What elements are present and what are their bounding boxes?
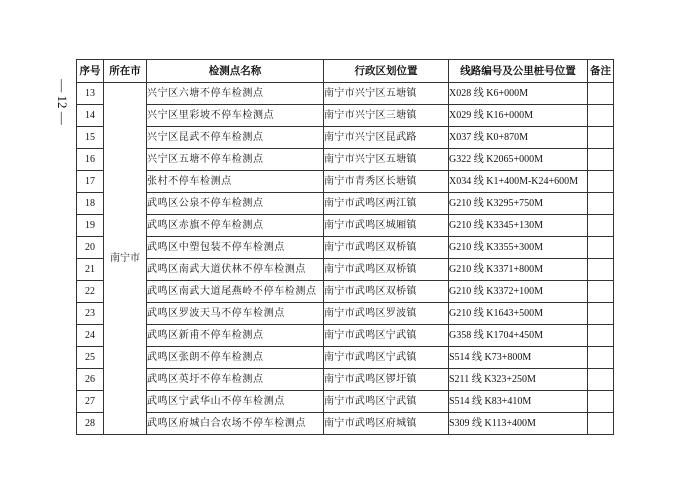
row-seq-cell: 21 <box>77 259 104 281</box>
row-route-cell: G210 线 K3355+300M <box>449 237 588 259</box>
row-note-cell <box>588 369 614 391</box>
row-route-cell: S514 线 K83+410M <box>449 391 588 413</box>
table-body <box>77 83 614 435</box>
row-admin-cell: 南宁市武鸣区宁武镇 <box>324 325 449 347</box>
row-name-cell: 兴宁区昆武不停车检测点 <box>147 127 324 149</box>
row-route-cell: G358 线 K1704+450M <box>449 325 588 347</box>
row-note-cell <box>588 303 614 325</box>
row-admin-cell: 南宁市武鸣区双桥镇 <box>324 281 449 303</box>
table-row <box>77 259 614 281</box>
row-route-cell: G210 线 K1643+500M <box>449 303 588 325</box>
table-row <box>77 281 614 303</box>
row-admin-cell: 南宁市兴宁区五塘镇 <box>324 83 449 105</box>
row-name-cell: 武鸣区中塑包装不停车检测点 <box>147 237 324 259</box>
page-number <box>52 62 72 142</box>
row-route-cell: X028 线 K6+000M <box>449 83 588 105</box>
row-seq-cell: 24 <box>77 325 104 347</box>
row-note-cell <box>588 259 614 281</box>
header-route: 线路编号及公里桩号位置 <box>449 60 588 83</box>
row-note-cell <box>588 127 614 149</box>
row-admin-cell: 南宁市武鸣区罗波镇 <box>324 303 449 325</box>
table-row <box>77 105 614 127</box>
row-route-cell: X029 线 K16+000M <box>449 105 588 127</box>
table-row <box>77 149 614 171</box>
row-route-cell: G322 线 K2065+000M <box>449 149 588 171</box>
row-note-cell <box>588 193 614 215</box>
row-route-cell: G210 线 K3295+750M <box>449 193 588 215</box>
row-note-cell <box>588 281 614 303</box>
row-admin-cell: 南宁市兴宁区昆武路 <box>324 127 449 149</box>
row-name-cell: 武鸣区英圩不停车检测点 <box>147 369 324 391</box>
row-route-cell: G210 线 K3345+130M <box>449 215 588 237</box>
row-note-cell <box>588 105 614 127</box>
table-row <box>77 369 614 391</box>
row-name-cell: 武鸣区罗波天马不停车检测点 <box>147 303 324 325</box>
row-name-cell: 兴宁区六塘不停车检测点 <box>147 83 324 105</box>
row-note-cell <box>588 391 614 413</box>
table-row <box>77 83 614 105</box>
row-note-cell <box>588 83 614 105</box>
row-admin-cell: 南宁市武鸣区府城镇 <box>324 413 449 435</box>
row-route-cell: G210 线 K3372+100M <box>449 281 588 303</box>
row-admin-cell: 南宁市青秀区长塘镇 <box>324 171 449 193</box>
row-name-cell: 武鸣区张朗不停车检测点 <box>147 347 324 369</box>
row-name-cell: 武鸣区宁武华山不停车检测点 <box>147 391 324 413</box>
row-route-cell: X034 线 K1+400M-K24+600M <box>449 171 588 193</box>
table-row <box>77 215 614 237</box>
row-admin-cell: 南宁市武鸣区宁武镇 <box>324 391 449 413</box>
table-row <box>77 193 614 215</box>
row-note-cell <box>588 171 614 193</box>
row-name-cell: 武鸣区公泉不停车检测点 <box>147 193 324 215</box>
row-name-cell: 武鸣区南武大道伏林不停车检测点 <box>147 259 324 281</box>
row-note-cell <box>588 149 614 171</box>
header-city: 所在市 <box>104 60 147 83</box>
table-header-row <box>77 60 614 83</box>
header-note: 备注 <box>588 60 614 83</box>
row-admin-cell: 南宁市武鸣区宁武镇 <box>324 347 449 369</box>
row-route-cell: S211 线 K323+250M <box>449 369 588 391</box>
table-row <box>77 325 614 347</box>
row-seq-cell: 28 <box>77 413 104 435</box>
table-row <box>77 237 614 259</box>
row-seq-cell: 23 <box>77 303 104 325</box>
row-admin-cell: 南宁市武鸣区双桥镇 <box>324 237 449 259</box>
row-seq-cell: 22 <box>77 281 104 303</box>
row-seq-cell: 19 <box>77 215 104 237</box>
row-admin-cell: 南宁市兴宁区五塘镇 <box>324 149 449 171</box>
row-route-cell: X037 线 K0+870M <box>449 127 588 149</box>
table-row <box>77 413 614 435</box>
row-name-cell: 兴宁区五塘不停车检测点 <box>147 149 324 171</box>
row-admin-cell: 南宁市兴宁区三塘镇 <box>324 105 449 127</box>
row-seq-cell: 14 <box>77 105 104 127</box>
row-note-cell <box>588 347 614 369</box>
row-seq-cell: 13 <box>77 83 104 105</box>
row-admin-cell: 南宁市武鸣区锣圩镇 <box>324 369 449 391</box>
table-row <box>77 391 614 413</box>
table-row <box>77 347 614 369</box>
row-seq-cell: 27 <box>77 391 104 413</box>
row-route-cell: G210 线 K3371+800M <box>449 259 588 281</box>
row-name-cell: 武鸣区新甫不停车检测点 <box>147 325 324 347</box>
page-number-text: — 12 — <box>55 79 70 125</box>
row-seq-cell: 16 <box>77 149 104 171</box>
row-admin-cell: 南宁市武鸣区双桥镇 <box>324 259 449 281</box>
header-name: 检测点名称 <box>147 60 324 83</box>
inspection-points-table <box>76 59 614 435</box>
row-name-cell: 武鸣区府城白合农场不停车检测点 <box>147 413 324 435</box>
row-route-cell: S514 线 K73+800M <box>449 347 588 369</box>
row-seq-cell: 20 <box>77 237 104 259</box>
header-admin: 行政区划位置 <box>324 60 449 83</box>
row-seq-cell: 17 <box>77 171 104 193</box>
city-cell: 南宁市 <box>104 83 147 435</box>
row-seq-cell: 15 <box>77 127 104 149</box>
table-row <box>77 171 614 193</box>
table-row <box>77 127 614 149</box>
row-name-cell: 武鸣区南武大道尾燕岭不停车检测点 <box>147 281 324 303</box>
table-row <box>77 303 614 325</box>
row-route-cell: S309 线 K113+400M <box>449 413 588 435</box>
row-admin-cell: 南宁市武鸣区城厢镇 <box>324 215 449 237</box>
row-note-cell <box>588 215 614 237</box>
row-name-cell: 武鸣区赤旗不停车检测点 <box>147 215 324 237</box>
row-seq-cell: 18 <box>77 193 104 215</box>
row-admin-cell: 南宁市武鸣区两江镇 <box>324 193 449 215</box>
row-seq-cell: 26 <box>77 369 104 391</box>
row-note-cell <box>588 413 614 435</box>
row-seq-cell: 25 <box>77 347 104 369</box>
row-name-cell: 张村不停车检测点 <box>147 171 324 193</box>
row-name-cell: 兴宁区里彩坡不停车检测点 <box>147 105 324 127</box>
row-note-cell <box>588 237 614 259</box>
header-seq: 序号 <box>77 60 104 83</box>
row-note-cell <box>588 325 614 347</box>
